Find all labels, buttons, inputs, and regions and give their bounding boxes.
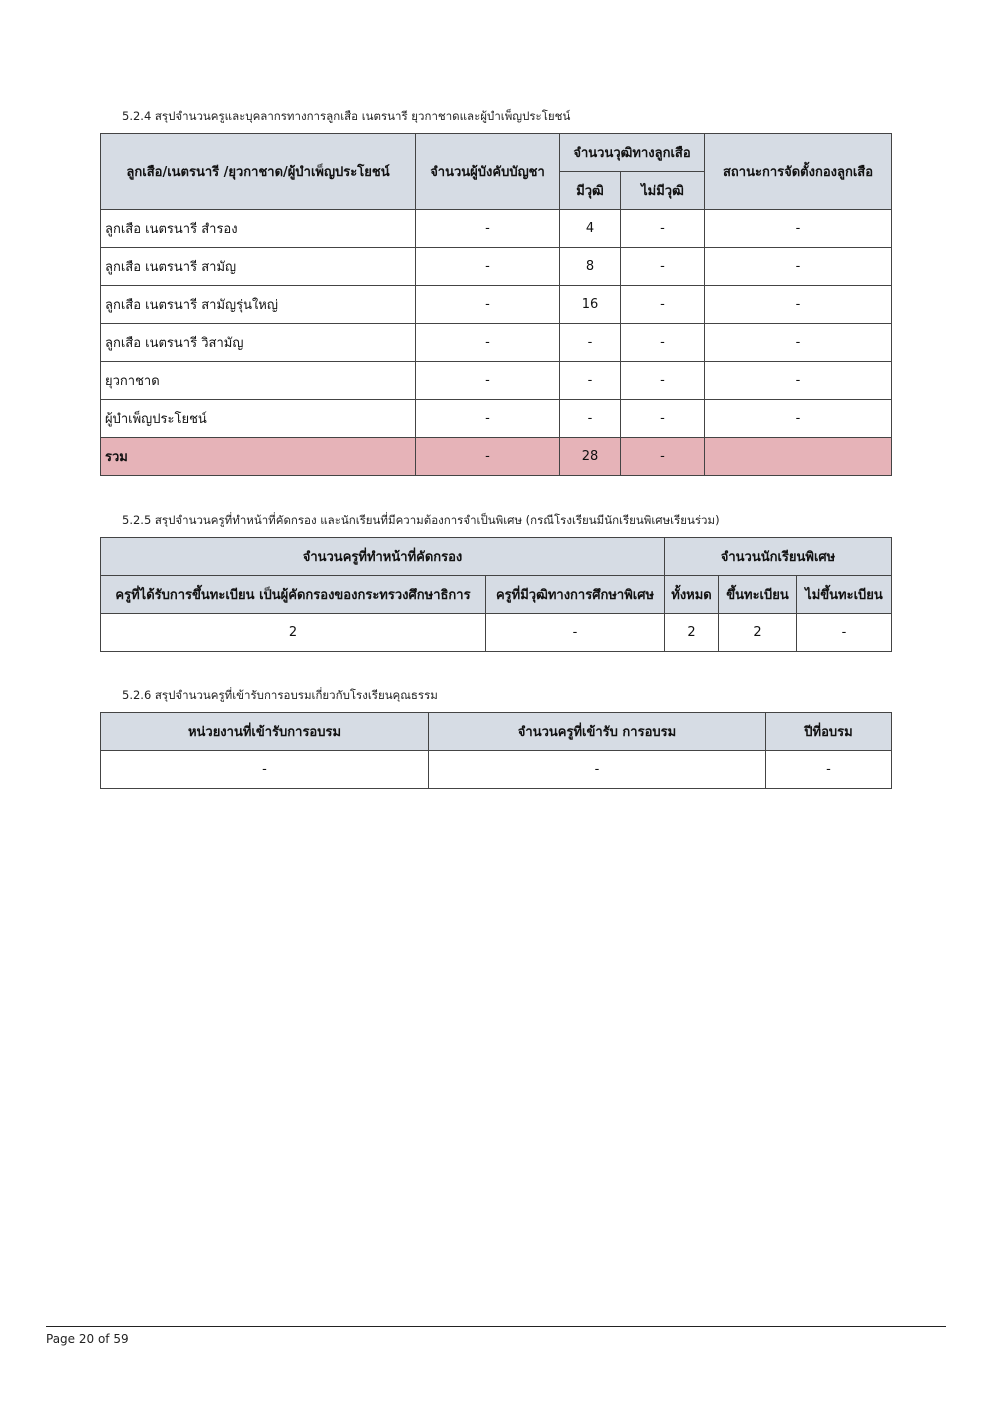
cell-type: ลูกเสือ เนตรนารี สำรอง [101, 210, 416, 248]
cell-status: - [705, 286, 892, 324]
cell-has-qual: 4 [560, 210, 621, 248]
total-label: รวม [101, 438, 416, 476]
cell-no-qual: - [621, 248, 705, 286]
table-row [101, 248, 892, 286]
cell-registered-teachers: 2 [101, 614, 486, 652]
cell-type: ผู้บำเพ็ญประโยชน์ [101, 400, 416, 438]
cell-has-qual: - [560, 362, 621, 400]
table-row [101, 210, 892, 248]
cell-has-qual: 8 [560, 248, 621, 286]
table-row [101, 751, 892, 789]
cell-registered: 2 [719, 614, 797, 652]
header-year: ปีที่อบรม [766, 713, 892, 751]
cell-no-qual: - [621, 362, 705, 400]
cell-year: - [766, 751, 892, 789]
cell-no-qual: - [621, 286, 705, 324]
header-all: ทั้งหมด [665, 576, 719, 614]
total-no-qual: - [621, 438, 705, 476]
section-524-caption: 5.2.4 สรุปจำนวนครูและบุคลากรทางการลูกเสือ เนตรนารี ยุวกาชาดและผู้บำเพ็ญประโยชน์ [122, 109, 571, 123]
header-status: สถานะการจัดตั้งกองลูกเสือ [705, 134, 892, 210]
cell-has-qual: - [560, 400, 621, 438]
cell-commanders: - [416, 400, 560, 438]
cell-count: - [429, 751, 766, 789]
cell-type: ยุวกาชาด [101, 362, 416, 400]
cell-type: ลูกเสือ เนตรนารี สามัญ [101, 248, 416, 286]
footer-divider [46, 1326, 946, 1327]
cell-all: 2 [665, 614, 719, 652]
cell-status: - [705, 210, 892, 248]
table-row [101, 400, 892, 438]
total-commanders: - [416, 438, 560, 476]
total-has-qual: 28 [560, 438, 621, 476]
cell-commanders: - [416, 324, 560, 362]
total-row [101, 438, 892, 476]
cell-status: - [705, 400, 892, 438]
cell-status: - [705, 324, 892, 362]
total-status [705, 438, 892, 476]
cell-type: ลูกเสือ เนตรนารี วิสามัญ [101, 324, 416, 362]
header-screening-teachers: จำนวนครูที่ทำหน้าที่คัดกรอง [101, 538, 665, 576]
cell-commanders: - [416, 248, 560, 286]
cell-commanders: - [416, 210, 560, 248]
section-525-caption: 5.2.5 สรุปจำนวนครูที่ทำหน้าที่คัดกรอง และนักเรียนที่มีความต้องการจำเป็นพิเศษ (กรณีโรงเรียนมีนักเรียนพิเศษเรียนร่วม) [122, 513, 720, 527]
header-registered-teachers: ครูที่ได้รับการขึ้นทะเบียน เป็นผู้คัดกรองของกระทรวงศึกษาธิการ [101, 576, 486, 614]
table-row [101, 324, 892, 362]
cell-no-qual: - [621, 324, 705, 362]
header-has-qual: มีวุฒิ [560, 172, 621, 210]
screening-teachers-table [100, 537, 892, 652]
header-registered: ขึ้นทะเบียน [719, 576, 797, 614]
cell-no-qual: - [621, 210, 705, 248]
table-row [101, 286, 892, 324]
table-row [101, 362, 892, 400]
header-qualified-teachers: ครูที่มีวุฒิทางการศึกษาพิเศษ [486, 576, 665, 614]
header-commanders: จำนวนผู้บังคับบัญชา [416, 134, 560, 210]
cell-agency: - [101, 751, 429, 789]
page-number: Page 20 of 59 [46, 1332, 129, 1346]
cell-status: - [705, 248, 892, 286]
header-not-registered: ไม่ขึ้นทะเบียน [797, 576, 892, 614]
cell-type: ลูกเสือ เนตรนารี สามัญรุ่นใหญ่ [101, 286, 416, 324]
header-special-students: จำนวนนักเรียนพิเศษ [665, 538, 892, 576]
cell-has-qual: 16 [560, 286, 621, 324]
header-no-qual: ไม่มีวุฒิ [621, 172, 705, 210]
cell-commanders: - [416, 286, 560, 324]
header-agency: หน่วยงานที่เข้ารับการอบรม [101, 713, 429, 751]
cell-status: - [705, 362, 892, 400]
scout-personnel-table [100, 133, 892, 476]
header-qualification: จำนวนวุฒิทางลูกเสือ [560, 134, 705, 172]
cell-commanders: - [416, 362, 560, 400]
cell-not-registered: - [797, 614, 892, 652]
table-row [101, 614, 892, 652]
morality-training-table [100, 712, 892, 789]
header-type: ลูกเสือ/เนตรนารี /ยุวกาชาด/ผู้บำเพ็ญประโยชน์ [101, 134, 416, 210]
section-526-caption: 5.2.6 สรุปจำนวนครูที่เข้ารับการอบรมเกี่ยวกับโรงเรียนคุณธรรม [122, 688, 438, 702]
cell-qualified-teachers: - [486, 614, 665, 652]
cell-has-qual: - [560, 324, 621, 362]
header-count: จำนวนครูที่เข้ารับ การอบรม [429, 713, 766, 751]
cell-no-qual: - [621, 400, 705, 438]
